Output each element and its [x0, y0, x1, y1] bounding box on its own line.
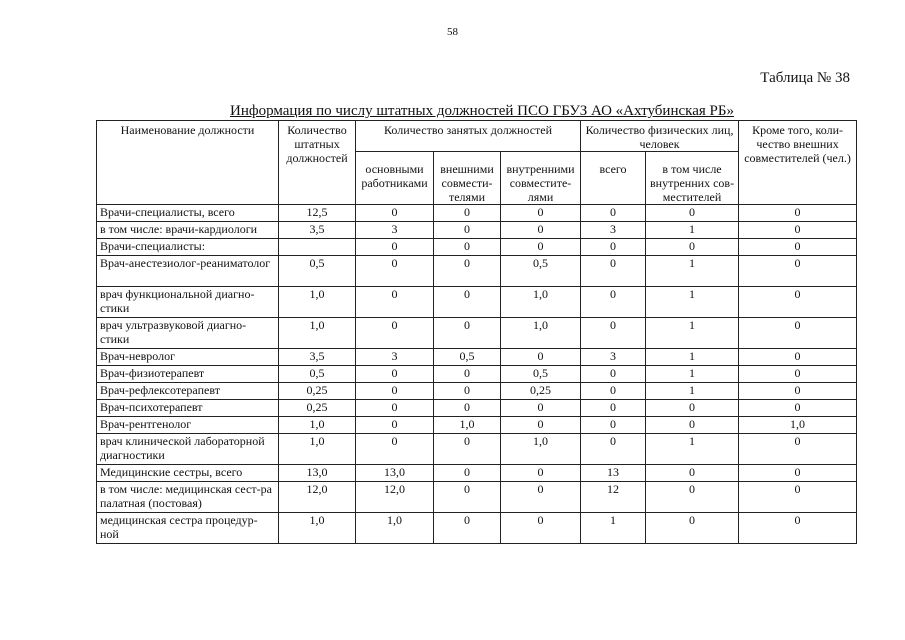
cell-occupied-internal: 1,0	[501, 318, 581, 349]
cell-external-extra: 0	[739, 465, 857, 482]
table-row	[97, 400, 857, 417]
cell-occupied-internal: 0	[501, 400, 581, 417]
table-row	[97, 434, 857, 465]
cell-position-name: Медицинские сестры, всего	[97, 465, 279, 482]
cell-occupied-internal: 0	[501, 222, 581, 239]
header-occupied-main: основными работниками	[356, 152, 434, 205]
cell-occupied-external: 0	[434, 434, 501, 465]
cell-occupied-external: 0	[434, 256, 501, 287]
cell-persons-internal: 0	[646, 239, 739, 256]
cell-persons-internal: 0	[646, 465, 739, 482]
cell-occupied-internal: 0	[501, 349, 581, 366]
header-occupied-positions: Количество занятых должностей	[356, 121, 581, 152]
cell-persons-internal: 0	[646, 482, 739, 513]
cell-occupied-external: 0	[434, 465, 501, 482]
cell-staff-positions: 1,0	[279, 513, 356, 544]
cell-occupied-external: 0	[434, 287, 501, 318]
header-occupied-internal: внутренними совместите-лями	[501, 152, 581, 205]
cell-persons-total: 0	[581, 434, 646, 465]
cell-staff-positions: 1,0	[279, 434, 356, 465]
cell-occupied-internal: 0	[501, 465, 581, 482]
cell-occupied-internal: 0	[501, 239, 581, 256]
cell-persons-total: 0	[581, 400, 646, 417]
cell-occupied-internal: 0	[501, 417, 581, 434]
cell-occupied-main: 0	[356, 256, 434, 287]
cell-persons-internal: 1	[646, 383, 739, 400]
cell-persons-total: 0	[581, 383, 646, 400]
cell-external-extra: 0	[739, 205, 857, 222]
cell-persons-total: 0	[581, 239, 646, 256]
cell-position-name: Врач-рентгенолог	[97, 417, 279, 434]
cell-position-name: Врач-психотерапевт	[97, 400, 279, 417]
cell-occupied-main: 0	[356, 239, 434, 256]
cell-external-extra: 0	[739, 400, 857, 417]
cell-position-name: Врач-физиотерапевт	[97, 366, 279, 383]
cell-occupied-main: 0	[356, 400, 434, 417]
cell-persons-internal: 1	[646, 287, 739, 318]
header-external-extra: Кроме того, коли-чество внешних совместителей (чел.)	[739, 121, 857, 205]
cell-staff-positions: 1,0	[279, 287, 356, 318]
header-persons-total: всего	[581, 152, 646, 205]
cell-persons-internal: 0	[646, 205, 739, 222]
cell-position-name: Врач-невролог	[97, 349, 279, 366]
staffing-table	[96, 120, 857, 544]
cell-external-extra: 0	[739, 434, 857, 465]
cell-staff-positions: 12,0	[279, 482, 356, 513]
cell-occupied-internal: 0,5	[501, 256, 581, 287]
cell-occupied-internal: 0,25	[501, 383, 581, 400]
cell-staff-positions: 3,5	[279, 222, 356, 239]
cell-persons-total: 13	[581, 465, 646, 482]
cell-staff-positions: 13,0	[279, 465, 356, 482]
cell-occupied-main: 1,0	[356, 513, 434, 544]
cell-external-extra: 0	[739, 349, 857, 366]
cell-occupied-main: 3	[356, 349, 434, 366]
cell-persons-total: 0	[581, 205, 646, 222]
cell-persons-internal: 1	[646, 349, 739, 366]
cell-external-extra: 0	[739, 239, 857, 256]
cell-external-extra: 0	[739, 482, 857, 513]
cell-staff-positions	[279, 239, 356, 256]
cell-external-extra: 0	[739, 318, 857, 349]
cell-occupied-main: 0	[356, 383, 434, 400]
cell-position-name: Врач-рефлексотерапевт	[97, 383, 279, 400]
cell-external-extra: 0	[739, 287, 857, 318]
table-row	[97, 222, 857, 239]
cell-persons-internal: 1	[646, 434, 739, 465]
cell-external-extra: 0	[739, 366, 857, 383]
cell-external-extra: 0	[739, 383, 857, 400]
cell-persons-total: 0	[581, 318, 646, 349]
table-row	[97, 417, 857, 434]
cell-occupied-internal: 0	[501, 205, 581, 222]
cell-position-name: врач ультразвуковой диагно-стики	[97, 318, 279, 349]
cell-persons-total: 0	[581, 417, 646, 434]
cell-persons-internal: 1	[646, 366, 739, 383]
table-row	[97, 465, 857, 482]
cell-position-name: в том числе: медицинская сест-ра палатная (постовая)	[97, 482, 279, 513]
header-physical-persons: Количество физических лиц, человек	[581, 121, 739, 152]
cell-persons-internal: 0	[646, 400, 739, 417]
cell-occupied-external: 1,0	[434, 417, 501, 434]
table-row	[97, 239, 857, 256]
table-row	[97, 256, 857, 287]
cell-occupied-main: 0	[356, 434, 434, 465]
cell-occupied-main: 3	[356, 222, 434, 239]
cell-persons-internal: 1	[646, 256, 739, 287]
cell-occupied-main: 0	[356, 205, 434, 222]
cell-external-extra: 1,0	[739, 417, 857, 434]
cell-staff-positions: 0,25	[279, 400, 356, 417]
table-row	[97, 349, 857, 366]
table-row	[97, 482, 857, 513]
cell-persons-total: 0	[581, 287, 646, 318]
cell-staff-positions: 3,5	[279, 349, 356, 366]
cell-persons-total: 1	[581, 513, 646, 544]
cell-position-name: Врачи-специалисты:	[97, 239, 279, 256]
cell-staff-positions: 0,25	[279, 383, 356, 400]
cell-position-name: Врач-анестезиолог-реаниматолог	[97, 256, 279, 287]
table-body	[97, 205, 857, 544]
cell-occupied-main: 0	[356, 417, 434, 434]
cell-staff-positions: 0,5	[279, 256, 356, 287]
cell-occupied-external: 0	[434, 366, 501, 383]
cell-position-name: врач функциональной диагно-стики	[97, 287, 279, 318]
cell-occupied-external: 0	[434, 222, 501, 239]
cell-persons-total: 3	[581, 222, 646, 239]
cell-occupied-main: 12,0	[356, 482, 434, 513]
header-position-name: Наименование должности	[97, 121, 279, 205]
cell-staff-positions: 0,5	[279, 366, 356, 383]
cell-persons-total: 12	[581, 482, 646, 513]
cell-external-extra: 0	[739, 513, 857, 544]
table-title: Информация по числу штатных должностей ПСО ГБУЗ АО «Ахтубинская РБ»	[230, 103, 734, 119]
cell-position-name: врач клинической лабораторной диагностики	[97, 434, 279, 465]
cell-staff-positions: 12,5	[279, 205, 356, 222]
cell-occupied-external: 0	[434, 318, 501, 349]
cell-occupied-external: 0,5	[434, 349, 501, 366]
table-caption: Таблица № 38	[760, 70, 850, 86]
cell-occupied-external: 0	[434, 239, 501, 256]
cell-persons-total: 3	[581, 349, 646, 366]
cell-persons-internal: 1	[646, 318, 739, 349]
cell-occupied-internal: 1,0	[501, 287, 581, 318]
cell-occupied-external: 0	[434, 400, 501, 417]
page-number: 58	[447, 26, 458, 38]
table-row	[97, 366, 857, 383]
cell-occupied-external: 0	[434, 513, 501, 544]
cell-position-name: в том числе: врачи-кардиологи	[97, 222, 279, 239]
cell-persons-internal: 0	[646, 417, 739, 434]
cell-external-extra: 0	[739, 256, 857, 287]
cell-persons-internal: 1	[646, 222, 739, 239]
table-row	[97, 383, 857, 400]
cell-staff-positions: 1,0	[279, 318, 356, 349]
cell-persons-total: 0	[581, 366, 646, 383]
cell-occupied-external: 0	[434, 482, 501, 513]
cell-occupied-main: 13,0	[356, 465, 434, 482]
cell-external-extra: 0	[739, 222, 857, 239]
table-row	[97, 287, 857, 318]
cell-occupied-internal: 0	[501, 482, 581, 513]
table-row	[97, 318, 857, 349]
cell-persons-internal: 0	[646, 513, 739, 544]
table-row	[97, 205, 857, 222]
cell-occupied-external: 0	[434, 383, 501, 400]
cell-occupied-main: 0	[356, 318, 434, 349]
cell-occupied-internal: 0,5	[501, 366, 581, 383]
cell-occupied-main: 0	[356, 366, 434, 383]
cell-position-name: Врачи-специалисты, всего	[97, 205, 279, 222]
cell-occupied-main: 0	[356, 287, 434, 318]
cell-persons-total: 0	[581, 256, 646, 287]
cell-occupied-external: 0	[434, 205, 501, 222]
cell-occupied-internal: 0	[501, 513, 581, 544]
header-staff-positions: Количество штатных должностей	[279, 121, 356, 205]
cell-occupied-internal: 1,0	[501, 434, 581, 465]
header-persons-internal: в том числе внутренних сов-местителей	[646, 152, 739, 205]
header-occupied-external: внешними совмести-телями	[434, 152, 501, 205]
cell-position-name: медицинская сестра процедур-ной	[97, 513, 279, 544]
cell-staff-positions: 1,0	[279, 417, 356, 434]
table-row	[97, 513, 857, 544]
